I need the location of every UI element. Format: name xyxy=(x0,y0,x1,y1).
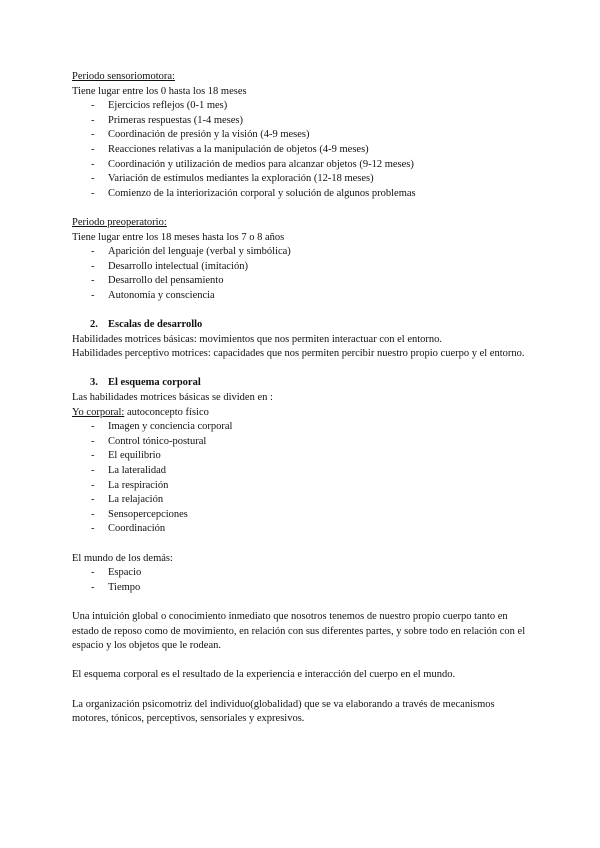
bullet-list xyxy=(72,99,532,201)
list-item: - Ejercicios reflejos (0-1 mes) xyxy=(72,99,532,114)
list-item: - Desarrollo intelectual (imitación) xyxy=(72,260,532,275)
mundo-label: El mundo de los demás: xyxy=(72,552,173,564)
list-item: - La lateralidad xyxy=(72,464,532,479)
heading-number: 2. xyxy=(90,319,98,331)
list-item: - El equilibrio xyxy=(72,449,532,464)
list-item: - Control tónico-postural xyxy=(72,435,532,450)
list-item: - Sensopercepciones xyxy=(72,508,532,523)
section-intro: Tiene lugar entre los 0 hasta los 18 meses xyxy=(72,85,247,97)
list-item: - Coordinación xyxy=(72,522,532,537)
paragraph: El esquema corporal es el resultado de la experiencia e interacción del cuerpo en el mundo. xyxy=(72,669,456,681)
list-item: - La relajación xyxy=(72,493,532,508)
section-intro: Tiene lugar entre los 18 meses hasta los 7 o 8 años xyxy=(72,231,285,243)
list-item: - Variación de estímulos mediantes la exploración (12-18 meses) xyxy=(72,172,532,187)
section-heading xyxy=(72,318,532,333)
section-intro: Las habilidades motrices básicas se dividen en : xyxy=(72,392,273,404)
list-item: - Autonomía y consciencia xyxy=(72,289,532,304)
paragraph: Habilidades motrices básicas: movimientos que nos permiten interactuar con el entorno. xyxy=(72,333,443,345)
heading-text: Escalas de desarrollo xyxy=(108,319,203,331)
list-item: - Primeras respuestas (1-4 meses) xyxy=(72,114,532,129)
bullet-list xyxy=(72,566,532,595)
paragraph: Una intuición global o conocimiento inmediato que nosotros tenemos de nuestro propio cuerpo tanto en estado de reposo como de movimiento, en relación con sus diferentes partes, y sobre todo en relación con el espacio y los objetos que le rodean. xyxy=(72,610,526,652)
section-title: Periodo preoperatorio: xyxy=(72,216,167,228)
yo-corporal-line xyxy=(72,406,532,421)
yo-corporal-text: autoconcepto físico xyxy=(124,406,209,418)
list-item: - La respiración xyxy=(72,479,532,494)
bullet-list xyxy=(72,245,532,303)
section-escalas xyxy=(72,318,532,362)
list-item: - Comienzo de la interiorización corporal y solución de algunos problemas xyxy=(72,187,532,202)
list-item: - Tiempo xyxy=(72,581,532,596)
list-item: - Reacciones relativas a la manipulación de objetos (4-9 meses) xyxy=(72,143,532,158)
list-item: - Aparición del lenguaje (verbal y simbólica) xyxy=(72,245,532,260)
list-item: - Espacio xyxy=(72,566,532,581)
paragraph: La organización psicomotriz del individuo(globalidad) que se va elaborando a través de mecanismos motores, tónicos, perceptivos, sensoriales y expresivos. xyxy=(72,698,495,725)
list-item: - Coordinación y utilización de medios para alcanzar objetos (9-12 meses) xyxy=(72,158,532,173)
section-preoperatorio xyxy=(72,216,532,304)
heading-number: 3. xyxy=(90,377,98,389)
bullet-list xyxy=(72,420,532,537)
section-heading xyxy=(72,376,532,391)
heading-text: El esquema corporal xyxy=(108,377,201,389)
document-body xyxy=(72,70,532,727)
section-esquema xyxy=(72,376,532,595)
section-sensoriomotor xyxy=(72,70,532,201)
section-title: Periodo sensoriomotora: xyxy=(72,71,175,82)
paragraph: Habilidades perceptivo motrices: capacidades que nos permiten percibir nuestro propio cuerpo y el entorno. xyxy=(72,348,525,360)
list-item: - Imagen y conciencia corporal xyxy=(72,420,532,435)
list-item: - Coordinación de presión y la visión (4-9 meses) xyxy=(72,128,532,143)
yo-corporal-label: Yo corporal: xyxy=(72,406,125,418)
list-item: - Desarrollo del pensamiento xyxy=(72,274,532,289)
